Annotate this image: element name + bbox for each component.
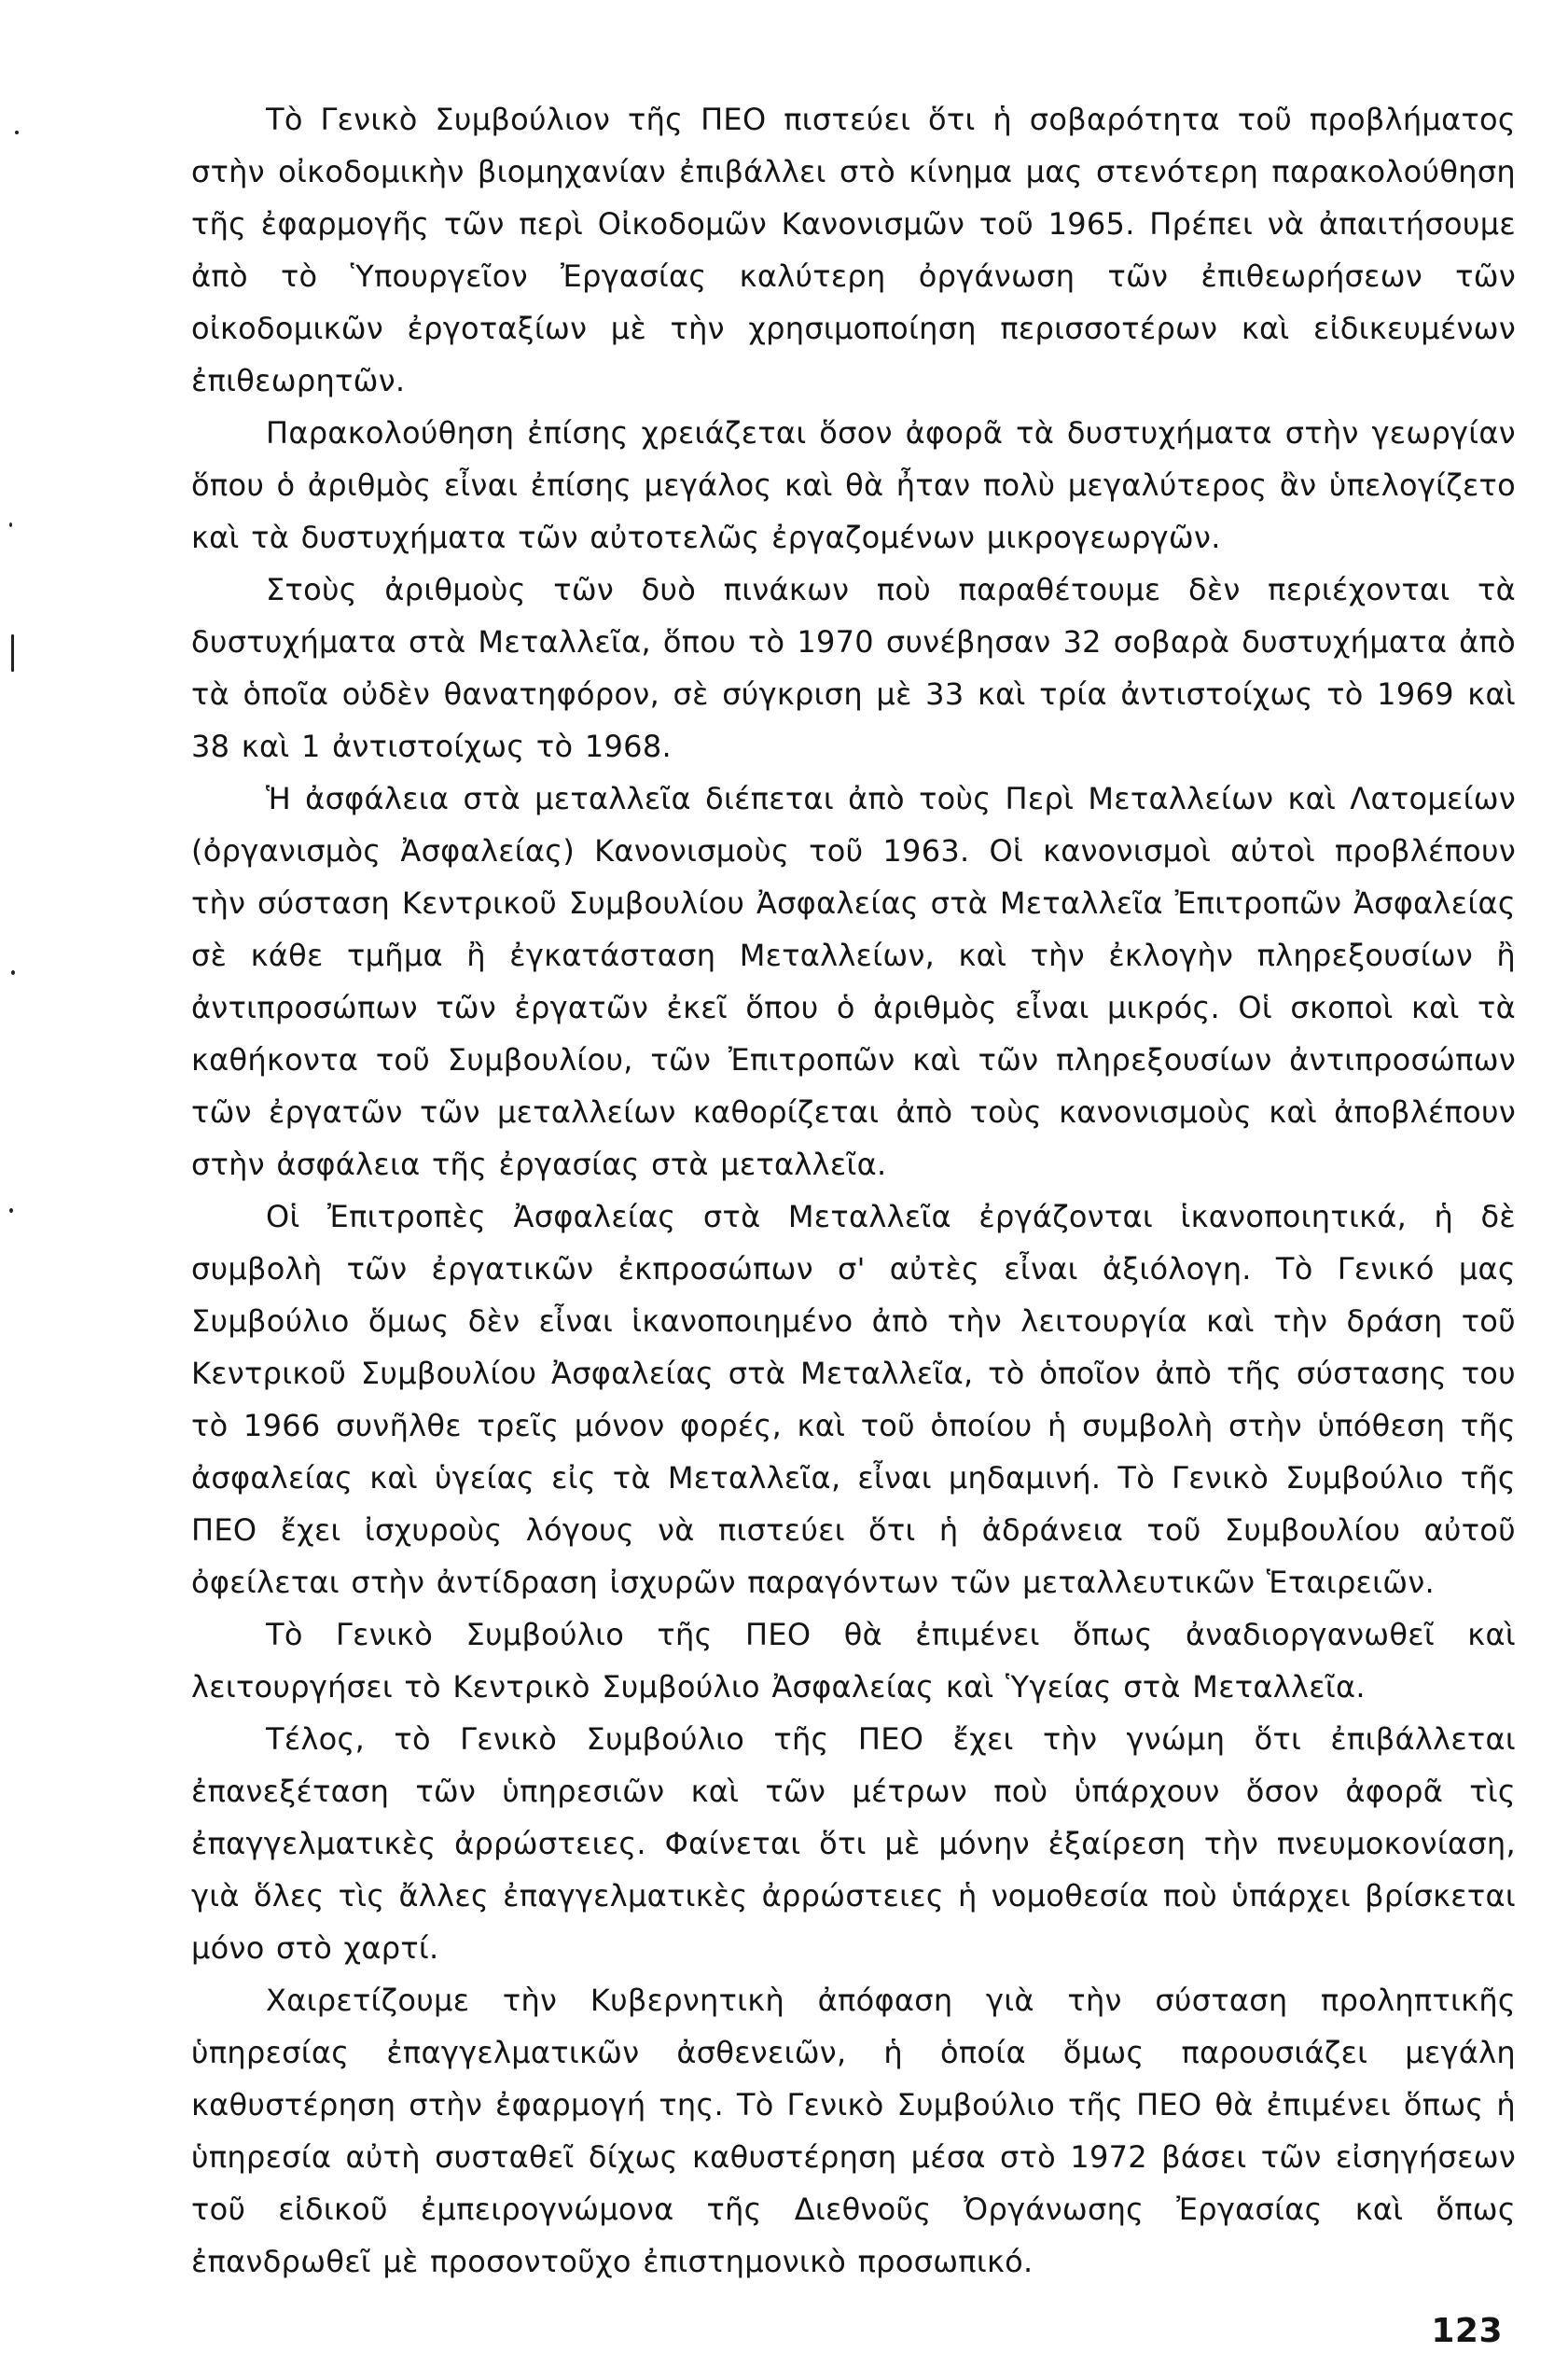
scan-speck [11,634,14,672]
paragraph: Τέλος, τὸ Γενικὸ Συμβούλιο τῆς ΠΕΟ ἔχει τὴν γνώμη ὅτι ἐπιβάλλεται ἐπανεξέταση τῶν ὑπηρεσιῶν καὶ τῶν μέτρων ποὺ ὑπάρχουν ὅσον ἀφορᾶ τὶς ἐπαγγελματικὲς ἀρρώστειες. Φαίνεται ὅτι μὲ μόνην ἐξαίρεση τὴν πνευμοκονίαση, γιὰ ὅλες τὶς ἄλλες ἐπαγγελματικὲς ἀρρώστειες ἡ νομοθεσία ποὺ ὑπάρχει βρίσκεται μόνο στὸ χαρτί. [191,1721,1516,1966]
scan-speck [15,131,19,134]
paragraph: Στοὺς ἀριθμοὺς τῶν δυὸ πινάκων ποὺ παραθέτουμε δὲν περιέχονται τὰ δυστυχήματα στὰ Μεταλλεῖα, ὅπου τὸ 1970 συνέβησαν 32 σοβαρὰ δυστυχήματα ἀπὸ τὰ ὁποῖα οὐδὲν θανατηφόρον, σὲ σύγκριση μὲ 33 καὶ τρία ἀντιστοίχως τὸ 1969 καὶ 38 καὶ 1 ἀντιστοίχως τὸ 1968. [191,572,1516,764]
page-number: 123 [1431,2312,1503,2350]
paragraph: Τὸ Γενικὸ Συμβούλιο τῆς ΠΕΟ θὰ ἐπιμένει ὅπως ἀναδιοργανωθεῖ καὶ λειτουργήσει τὸ Κεντρικὸ Συμβούλιο Ἀσφαλείας καὶ Ὑγείας στὰ Μεταλλεῖα. [191,1617,1516,1705]
paragraph: Παρακολούθηση ἐπίσης χρειάζεται ὅσον ἀφορᾶ τὰ δυστυχήματα στὴν γεωργίαν ὅπου ὁ ἀριθμὸς εἶναι ἐπίσης μεγάλος καὶ θὰ ἦταν πολὺ μεγαλύτερος ἂν ὑπελογίζετο καὶ τὰ δυστυχήματα τῶν αὐτοτελῶς ἐργαζομένων μικρογεωργῶν. [191,415,1516,555]
scan-speck [9,522,12,527]
paragraph: Χαιρετίζουμε τὴν Κυβερνητικὴ ἀπόφαση γιὰ τὴν σύσταση προληπτικῆς ὑπηρεσίας ἐπαγγελματικῶν ἀσθενειῶν, ἡ ὁποία ὅμως παρουσιάζει μεγάλη καθυστέρηση στὴν ἐφαρμογή της. Τὸ Γενικὸ Συμβούλιο τῆς ΠΕΟ θὰ ἐπιμένει ὅπως ἡ ὑπηρεσία αὐτὴ συσταθεῖ δίχως καθυστέρηση μέσα στὸ 1972 βάσει τῶν εἰσηγήσεων τοῦ εἰδικοῦ ἐμπειρογνώμονα τῆς Διεθνοῦς Ὀργάνωσης Ἐργασίας καὶ ὅπως ἐπανδρωθεῖ μὲ προσοντοῦχο ἐπιστημονικὸ προσωπικό. [191,1983,1516,2279]
scan-speck [11,970,15,975]
paragraph: Ἡ ἀσφάλεια στὰ μεταλλεῖα διέπεται ἀπὸ τοὺς Περὶ Μεταλλείων καὶ Λατομείων (ὀργανισμὸς Ἀσφαλείας) Κανονισμοὺς τοῦ 1963. Οἱ κανονισμοὶ αὐτοὶ προβλέπουν τὴν σύσταση Κεντρικοῦ Συμβουλίου Ἀσφαλείας στὰ Μεταλλεῖα Ἐπιτροπῶν Ἀσφαλείας σὲ κάθε τμῆμα ἢ ἐγκατάσταση Μεταλλείων, καὶ τὴν ἐκλογὴν πληρεξουσίων ἢ ἀντιπροσώπων τῶν ἐργατῶν ἐκεῖ ὅπου ὁ ἀριθμὸς εἶναι μικρός. Οἱ σκοποὶ καὶ τὰ καθήκοντα τοῦ Συμβουλίου, τῶν Ἐπιτροπῶν καὶ τῶν πληρεξουσίων ἀντιπροσώπων τῶν ἐργατῶν τῶν μεταλλείων καθορίζεται ἀπὸ τοὺς κανονισμοὺς καὶ ἀποβλέπουν στὴν ἀσφάλεια τῆς ἐργασίας στὰ μεταλλεῖα. [191,781,1516,1182]
paragraph: Οἱ Ἐπιτροπὲς Ἀσφαλείας στὰ Μεταλλεῖα ἐργάζονται ἱκανοποιητικά, ἡ δὲ συμβολὴ τῶν ἐργατικῶν ἐκπροσώπων σ' αὐτὲς εἶναι ἀξιόλογη. Τὸ Γενικό μας Συμβούλιο ὅμως δὲν εἶναι ἱκανοποιημένο ἀπὸ τὴν λειτουργία καὶ τὴν δράση τοῦ Κεντρικοῦ Συμβουλίου Ἀσφαλείας στὰ Μεταλλεῖα, τὸ ὁποῖον ἀπὸ τῆς σύστασης του τὸ 1966 συνῆλθε τρεῖς μόνον φορές, καὶ τοῦ ὁποίου ἡ συμβολὴ στὴν ὑπόθεση τῆς ἀσφαλείας καὶ ὑγείας εἰς τὰ Μεταλλεῖα, εἶναι μηδαμινή. Τὸ Γενικὸ Συμβούλιο τῆς ΠΕΟ ἔχει ἰσχυροὺς λόγους νὰ πιστεύει ὅτι ἡ ἀδράνεια τοῦ Συμβουλίου αὐτοῦ ὀφείλεται στὴν ἀντίδραση ἰσχυρῶν παραγόντων τῶν μεταλλευτικῶν Ἑταιρειῶν. [191,1199,1516,1600]
scan-speck [9,1208,13,1213]
paragraph: Τὸ Γενικὸ Συμβούλιον τῆς ΠΕΟ πιστεύει ὅτι ἡ σοβαρότητα τοῦ προβλήματος στὴν οἰκοδομικὴν βιομηχανίαν ἐπιβάλλει στὸ κίνημα μας στενότερη παρακολούθηση τῆς ἐφαρμογῆς τῶν περὶ Οἰκοδομῶν Κανονισμῶν τοῦ 1965. Πρέπει νὰ ἀπαιτήσουμε ἀπὸ τὸ Ὑπουργεῖον Ἐργασίας καλύτερη ὀργάνωση τῶν ἐπιθεωρήσεων τῶν οἰκοδομικῶν ἐργοταξίων μὲ τὴν χρησιμοποίηση περισσοτέρων καὶ εἰδικευμένων ἐπιθεωρητῶν. [191,102,1516,398]
document-body [191,93,1516,2288]
